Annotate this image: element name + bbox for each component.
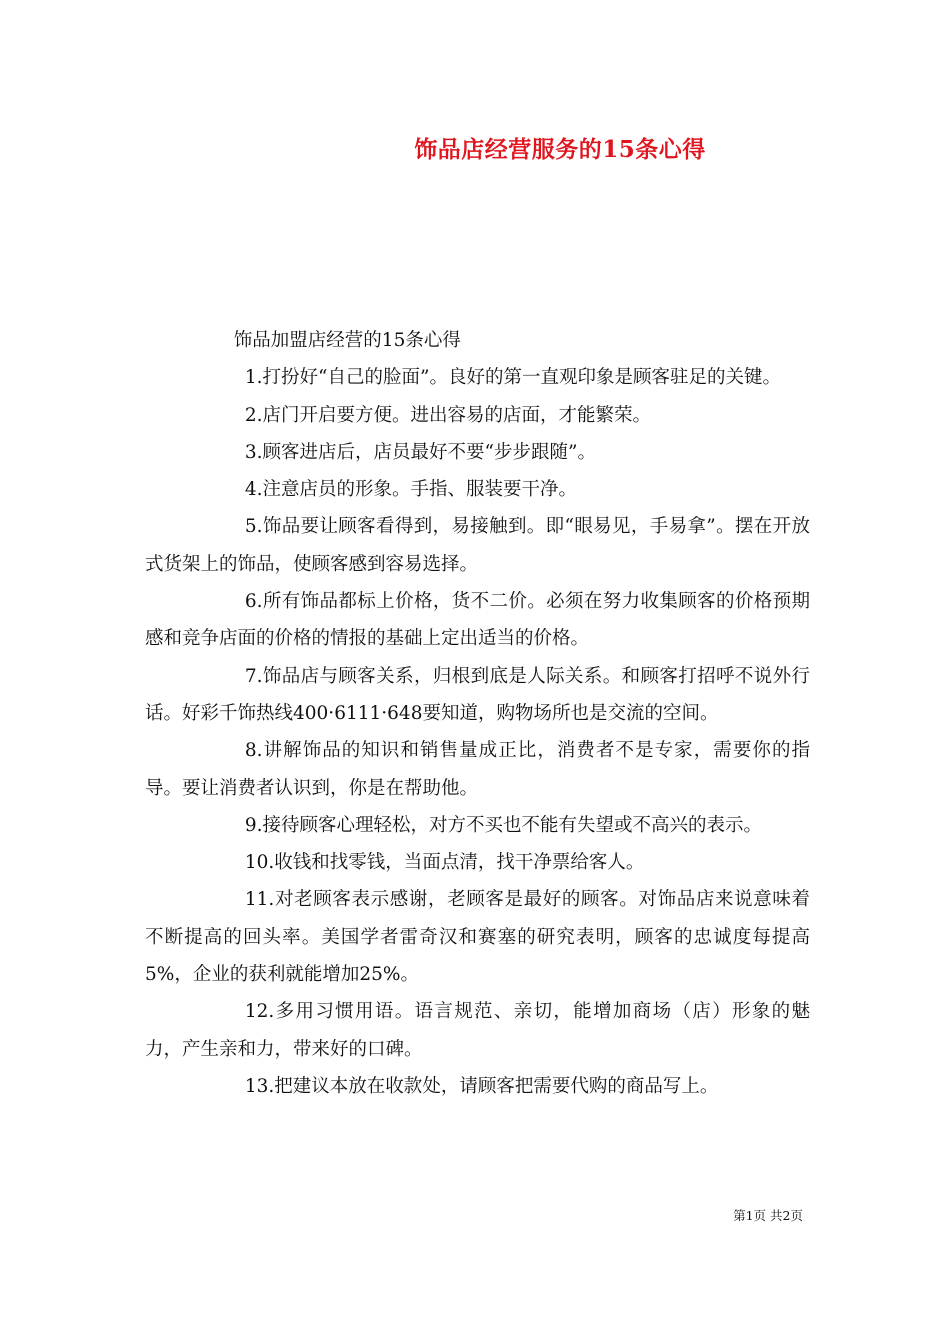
list-item: 4.注意店员的形象。手指、服装要干净。 [244,479,578,501]
list-item: 9.接待顾客心理轻松，对方不买也不能有失望或不高兴的表示。 [244,814,763,836]
list-item: 10.收钱和找零钱，当面点清，找干净票给客人。 [244,852,645,874]
list-item: 12.多用习惯用语。语言规范、亲切，能增加商场（店）形象的魅力，产生亲和力，带来好的口碑。 [145,1001,810,1060]
list-item: 13.把建议本放在收款处，请顾客把需要代购的商品写上。 [244,1075,719,1097]
document-title: 饰品店经营服务的15条心得 [414,136,706,163]
list-item: 3.顾客进店后，店员最好不要“步步跟随”。 [244,441,596,463]
list-item: 6.所有饰品都标上价格，货不二价。必须在努力收集顾客的价格预期感和竞争店面的价格的情报的基础上定出适当的价格。 [145,591,810,650]
list-item: 8.讲解饰品的知识和销售量成正比，消费者不是专家，需要你的指导。要让消费者认识到，你是在帮助他。 [145,740,810,799]
list-item: 2.店门开启要方便。进出容易的店面，才能繁荣。 [244,404,652,426]
document-body [145,322,810,1105]
list-item: 5.饰品要让顾客看得到，易接触到。即“眼易见，手易拿”。摆在开放式货架上的饰品，使顾客感到容易选择。 [145,516,810,575]
list-item: 11.对老顾客表示感谢，老顾客是最好的顾客。对饰品店来说意味着不断提高的回头率。美国学者雷奇汉和赛塞的研究表明，顾客的忠诚度每提高5%，企业的获利就能增加25%。 [145,889,810,986]
document-subtitle: 饰品加盟店经营的15条心得 [233,330,461,351]
list-item: 1.打扮好“自己的脸面”。良好的第一直观印象是顾客驻足的关键。 [244,367,781,389]
list-item: 7.饰品店与顾客关系，归根到底是人际关系。和顾客打招呼不说外行话。好彩千饰热线400·6111·648要知道，购物场所也是交流的空间。 [145,665,810,724]
page-number: 第1页 共2页 [733,1208,803,1223]
